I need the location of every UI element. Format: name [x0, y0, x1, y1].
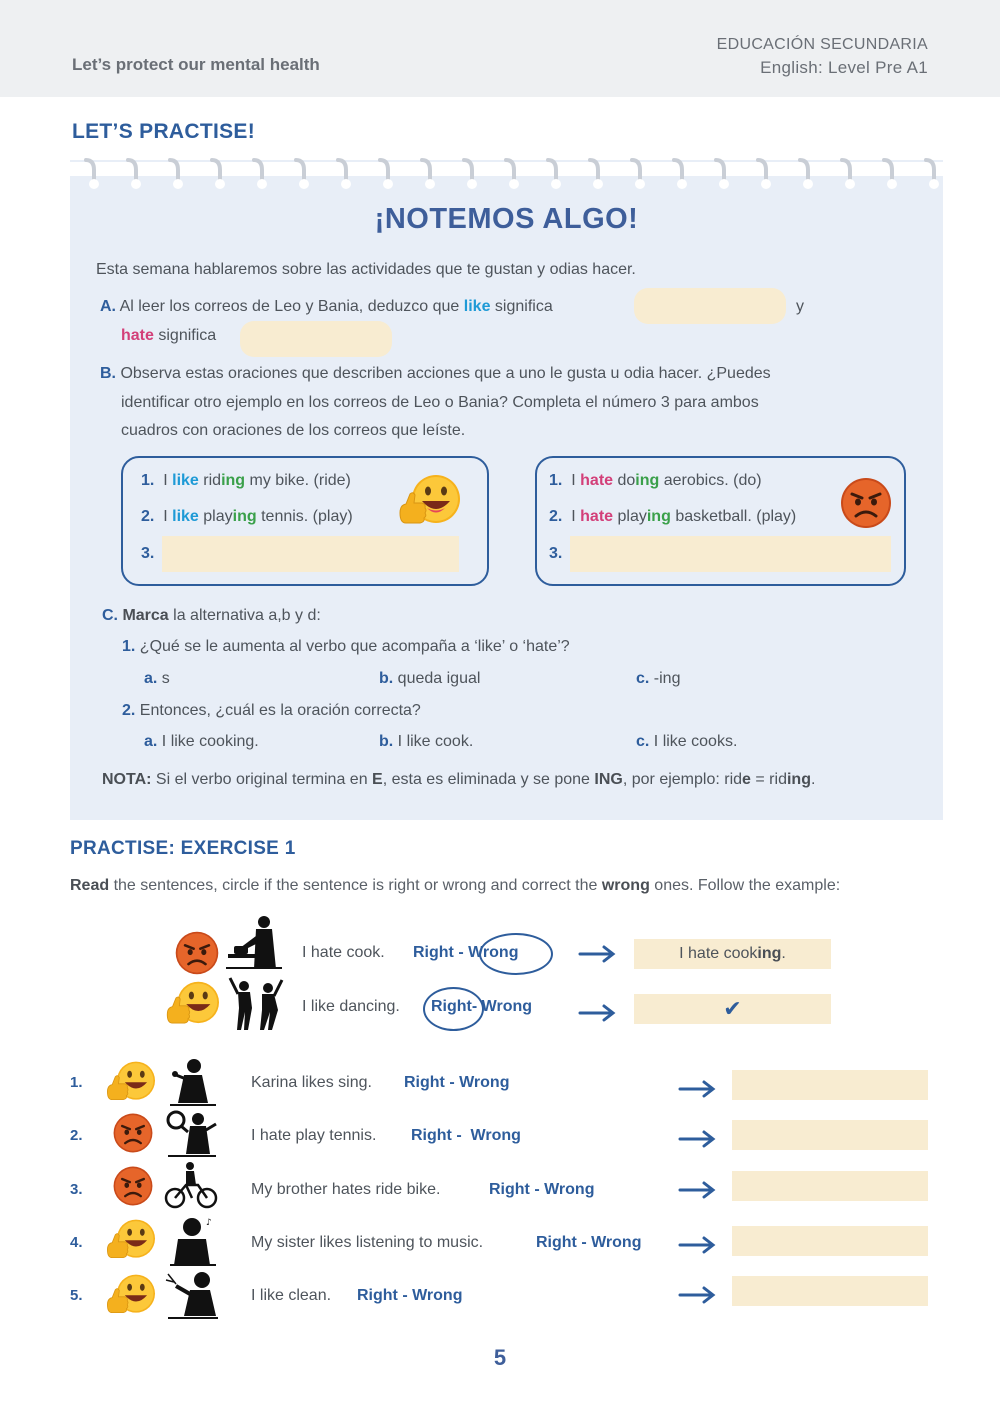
hate-example-3-input[interactable]	[570, 536, 891, 572]
angry-face-icon	[112, 1165, 154, 1207]
hate-example-1-rest: aerobics. (do)	[663, 472, 762, 489]
instr-read: Read	[70, 877, 110, 894]
section-title: LET’S PRACTISE!	[72, 120, 256, 143]
question-b-label: B.	[100, 365, 116, 382]
c1-option-b-letter: b.	[379, 670, 394, 687]
like-example-1	[141, 472, 351, 490]
hate-example-1-num: 1.	[549, 472, 563, 489]
thumbs-up-smiley-icon	[104, 1218, 160, 1264]
c2-option-b-text: I like cook.	[397, 733, 474, 750]
question-a-text2: significa	[494, 298, 553, 315]
example-1-right: Right	[413, 944, 454, 961]
question-a-y: y	[796, 298, 804, 315]
instr-text2: ones. Follow the example:	[654, 877, 841, 894]
question-a-text3: significa	[158, 327, 217, 344]
hate-example-2-ing: ing	[646, 508, 671, 525]
item-4-sentence: My sister likes listening to music.	[251, 1234, 484, 1251]
item-3-answer-input[interactable]	[732, 1171, 928, 1201]
nota-label: NOTA:	[102, 771, 152, 788]
arrow-right-icon	[678, 1285, 718, 1305]
question-c1-num: 1.	[122, 638, 136, 655]
item-5-dash: -	[402, 1287, 408, 1304]
nota-text2: , esta es eliminada y se pone	[382, 771, 590, 788]
like-example-1-rest: my bike. (ride)	[249, 472, 351, 489]
dancing-people-icon	[228, 974, 284, 1032]
example-1-answer	[634, 939, 831, 969]
c1-option-a-text: s	[161, 670, 170, 687]
cleaning-person-icon	[164, 1270, 220, 1320]
page-header	[0, 0, 1000, 97]
example-2-answer: ✔	[634, 994, 831, 1024]
item-2-sentence: I hate play tennis.	[251, 1127, 377, 1144]
word-like: like	[463, 298, 491, 315]
item-5-wrong[interactable]: Wrong	[412, 1287, 463, 1304]
arrow-right-icon	[678, 1235, 718, 1255]
item-1-sentence: Karina likes sing.	[251, 1074, 372, 1091]
c1-option-c-letter: c.	[636, 670, 650, 687]
instr-text1: the sentences, circle if the sentence is right or wrong and correct the	[113, 877, 598, 894]
item-5-right[interactable]: Right	[357, 1287, 398, 1304]
like-example-1-verb: like	[172, 472, 199, 489]
item-5-answer-input[interactable]	[732, 1276, 928, 1306]
like-example-3-num: 3.	[141, 545, 155, 562]
example-1-answer-text: I hate cook	[679, 945, 758, 962]
c2-option-c[interactable]	[636, 733, 737, 751]
angry-face-icon	[112, 1112, 154, 1154]
nota-ing2: ing	[786, 771, 811, 788]
question-c-text: la alternativa a,b y d:	[173, 607, 321, 624]
item-5-num: 5.	[70, 1287, 83, 1304]
arrow-right-icon	[578, 944, 618, 964]
c1-option-a[interactable]	[144, 670, 170, 688]
nota-text5: .	[810, 771, 816, 788]
hate-example-3-num: 3.	[549, 545, 563, 562]
angry-face-icon	[839, 476, 893, 530]
header-title: Let’s protect our mental health	[72, 55, 320, 74]
like-example-1-subject: I	[163, 472, 168, 489]
hate-meaning-input[interactable]	[240, 321, 392, 357]
item-2-answer-input[interactable]	[732, 1120, 928, 1150]
hate-example-1-stem: do	[617, 472, 636, 489]
hate-example-2-rest: basketball. (play)	[675, 508, 797, 525]
hate-example-2-num: 2.	[549, 508, 563, 525]
c1-option-a-letter: a.	[144, 670, 158, 687]
c2-option-b-letter: b.	[379, 733, 394, 750]
example-2-wrong: Wrong	[481, 998, 533, 1015]
like-meaning-input[interactable]	[634, 288, 786, 324]
like-example-1-ing: ing	[221, 472, 246, 489]
thumbs-up-smiley-icon	[396, 473, 466, 531]
header-subject-line: English: Level Pre A1	[760, 58, 928, 77]
item-2-options	[411, 1127, 521, 1145]
question-b-line3: cuadros con oraciones de los correos que leíste.	[121, 422, 466, 439]
item-3-right[interactable]: Right	[489, 1181, 530, 1198]
c1-option-b-text: queda igual	[397, 670, 481, 687]
item-1-options	[404, 1074, 509, 1092]
hate-example-1-ing: ing	[635, 472, 660, 489]
item-3-num: 3.	[70, 1181, 83, 1198]
question-c-marca: Marca	[122, 607, 169, 624]
example-2-sentence: I like dancing.	[302, 998, 400, 1015]
item-1-dash: -	[449, 1074, 455, 1091]
nota-e2: e	[742, 771, 751, 788]
arrow-right-icon	[678, 1180, 718, 1200]
item-4-answer-input[interactable]	[732, 1226, 928, 1256]
item-4-options	[536, 1234, 641, 1252]
c1-option-c[interactable]	[636, 670, 680, 688]
item-5-options	[357, 1287, 462, 1305]
hate-example-1	[549, 472, 762, 490]
item-3-dash: -	[534, 1181, 540, 1198]
question-c1	[122, 638, 570, 656]
question-a-text1: Al leer los correos de Leo y Bania, deduzco que	[119, 298, 460, 315]
nota-text1: Si el verbo original termina en	[155, 771, 368, 788]
question-c2	[122, 702, 421, 720]
hate-example-2-verb: hate	[580, 508, 614, 525]
like-example-2-ing: ing	[232, 508, 257, 525]
question-a-line2	[121, 327, 216, 345]
arrow-right-icon	[578, 1003, 618, 1023]
like-example-2-num: 2.	[141, 508, 155, 525]
cooking-person-icon	[226, 914, 282, 970]
arrow-right-icon	[678, 1079, 718, 1099]
like-example-2-verb: like	[172, 508, 199, 525]
example-1-dash: -	[458, 944, 464, 961]
thumbs-up-smiley-icon	[104, 1273, 160, 1319]
item-4-num: 4.	[70, 1234, 83, 1251]
item-1-answer-input[interactable]	[732, 1070, 928, 1100]
question-c2-num: 2.	[122, 702, 136, 719]
wrong-circle-mark	[479, 933, 553, 975]
example-2-right: Right	[431, 998, 472, 1015]
nota-text4: = rid	[755, 771, 787, 788]
question-b-line1	[100, 365, 771, 383]
hate-example-2-stem: play	[617, 508, 647, 525]
item-2-wrong[interactable]: Wrong	[470, 1127, 521, 1144]
cyclist-icon	[164, 1161, 218, 1211]
music-listener-icon	[168, 1215, 218, 1267]
item-2-right[interactable]: Right	[411, 1127, 452, 1144]
nota-line	[102, 771, 815, 789]
question-c1-text: ¿Qué se le aumenta al verbo que acompaña a ‘like’ o ‘hate’?	[139, 638, 570, 655]
thumbs-up-smiley-icon	[163, 980, 225, 1030]
arrow-right-icon	[678, 1129, 718, 1149]
item-1-num: 1.	[70, 1074, 83, 1091]
hate-example-2-subject: I	[571, 508, 576, 525]
header-course	[717, 33, 928, 79]
example-1-answer-ing: ing	[757, 945, 782, 962]
page-number: 5	[493, 1345, 507, 1370]
like-example-2-rest: tennis. (play)	[261, 508, 353, 525]
item-4-dash: -	[581, 1234, 587, 1251]
example-2-dash: -	[471, 998, 478, 1015]
exercise-instructions	[70, 874, 928, 897]
tennis-player-icon	[166, 1110, 218, 1158]
thumbs-up-smiley-icon	[104, 1060, 160, 1106]
hate-example-1-verb: hate	[580, 472, 614, 489]
c1-option-b[interactable]	[379, 670, 480, 688]
question-a-label: A.	[100, 298, 116, 315]
example-1-sentence: I hate cook.	[302, 944, 385, 961]
item-3-options	[489, 1181, 594, 1199]
c2-option-a-letter: a.	[144, 733, 158, 750]
angry-face-icon	[174, 930, 220, 976]
c1-option-c-text: -ing	[653, 670, 681, 687]
question-c	[102, 607, 321, 625]
like-example-2-stem: play	[203, 508, 233, 525]
c2-option-c-letter: c.	[636, 733, 650, 750]
item-1-wrong[interactable]: Wrong	[459, 1074, 510, 1091]
note-intro: Esta semana hablaremos sobre las actividades que te gustan y odias hacer.	[96, 261, 636, 278]
nota-text3: , por ejemplo: rid	[622, 771, 743, 788]
question-c2-text: Entonces, ¿cuál es la oración correcta?	[139, 702, 421, 719]
question-b-text1: Observa estas oraciones que describen acciones que a uno le gusta u odia hacer. ¿Puedes	[120, 365, 771, 382]
c2-option-a-text: I like cooking.	[161, 733, 259, 750]
nota-ing: ING	[594, 771, 623, 788]
like-example-1-num: 1.	[141, 472, 155, 489]
instr-wrong: wrong	[601, 877, 650, 894]
like-example-2	[141, 508, 353, 526]
note-title: ¡NOTEMOS ALGO!	[374, 203, 639, 235]
item-3-wrong[interactable]: Wrong	[544, 1181, 595, 1198]
singing-person-icon	[166, 1057, 218, 1107]
word-hate: hate	[121, 327, 154, 344]
item-4-right[interactable]: Right	[536, 1234, 577, 1251]
spiral-binding-icon	[70, 156, 943, 196]
question-c-label: C.	[102, 607, 118, 624]
like-example-2-subject: I	[163, 508, 168, 525]
item-5-sentence: I like clean.	[251, 1287, 332, 1304]
header-level-line: EDUCACIÓN SECUNDARIA	[716, 36, 928, 53]
item-2-dash: -	[456, 1127, 462, 1144]
item-1-right[interactable]: Right	[404, 1074, 445, 1091]
c2-option-b[interactable]	[379, 733, 473, 751]
c2-option-a[interactable]	[144, 733, 259, 751]
exercise-title: PRACTISE: EXERCISE 1	[70, 838, 296, 859]
example-1-answer-period: .	[781, 945, 786, 962]
item-2-num: 2.	[70, 1127, 83, 1144]
nota-e: E	[372, 771, 383, 788]
svg-text:♪: ♪	[206, 1218, 212, 1228]
question-a-line1	[100, 298, 553, 316]
like-example-1-stem: rid	[203, 472, 222, 489]
question-b-line2: identificar otro ejemplo en los correos de Leo o Bania? Completa el número 3 para ambos	[121, 394, 759, 411]
right-circle-mark	[423, 987, 484, 1031]
hate-example-2	[549, 508, 796, 526]
c2-option-c-text: I like cooks.	[653, 733, 738, 750]
like-example-3-input[interactable]	[162, 536, 459, 572]
item-3-sentence: My brother hates ride bike.	[251, 1181, 441, 1198]
hate-example-1-subject: I	[571, 472, 576, 489]
item-4-wrong[interactable]: Wrong	[591, 1234, 642, 1251]
example-1-wrong: Wrong	[468, 944, 519, 961]
